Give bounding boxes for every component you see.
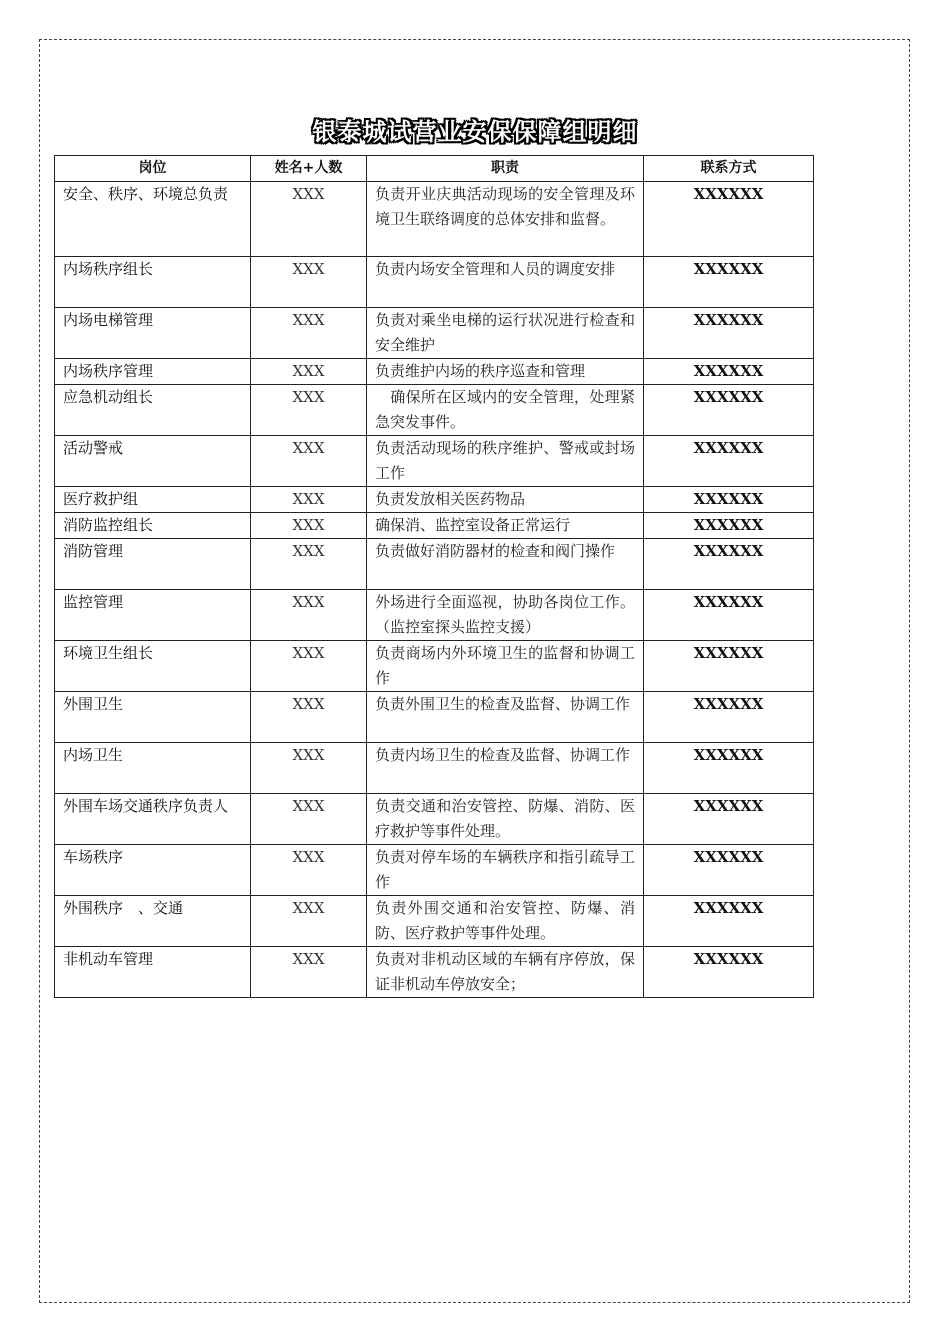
name-cell: XXX bbox=[251, 794, 367, 845]
table-row bbox=[55, 436, 814, 487]
table-row bbox=[55, 692, 814, 743]
duty-cell: 负责对停车场的车辆秩序和指引疏导工作 bbox=[367, 845, 644, 896]
position-cell: 外围秩序 、交通 bbox=[55, 896, 251, 947]
table-row bbox=[55, 896, 814, 947]
name-cell: XXX bbox=[251, 182, 367, 257]
position-cell: 医疗救护组 bbox=[55, 487, 251, 513]
name-cell: XXX bbox=[251, 359, 367, 385]
name-cell: XXX bbox=[251, 947, 367, 998]
position-cell: 内场电梯管理 bbox=[55, 308, 251, 359]
table-row bbox=[55, 539, 814, 590]
duty-cell: 负责发放相关医药物品 bbox=[367, 487, 644, 513]
duty-cell: 负责开业庆典活动现场的安全管理及环境卫生联络调度的总体安排和监督。 bbox=[367, 182, 644, 257]
duty-cell: 负责做好消防器材的检查和阀门操作 bbox=[367, 539, 644, 590]
table-row bbox=[55, 590, 814, 641]
document-title: 银泰城试营业安保保障组明细 bbox=[312, 118, 638, 146]
table-row bbox=[55, 794, 814, 845]
contact-cell: XXXXXX bbox=[644, 513, 814, 539]
contact-cell: XXXXXX bbox=[644, 794, 814, 845]
contact-cell: XXXXXX bbox=[644, 436, 814, 487]
position-cell: 环境卫生组长 bbox=[55, 641, 251, 692]
header-name-count: 姓名+人数 bbox=[251, 156, 367, 182]
contact-cell: XXXXXX bbox=[644, 641, 814, 692]
duty-cell: 负责内场卫生的检查及监督、协调工作 bbox=[367, 743, 644, 794]
table-row bbox=[55, 487, 814, 513]
table-row bbox=[55, 182, 814, 257]
contact-cell: XXXXXX bbox=[644, 845, 814, 896]
contact-cell: XXXXXX bbox=[644, 539, 814, 590]
table-row bbox=[55, 947, 814, 998]
duty-cell: 外场进行全面巡视，协助各岗位工作。（监控室探头监控支援） bbox=[367, 590, 644, 641]
duty-cell: 确保消、监控室设备正常运行 bbox=[367, 513, 644, 539]
table-row bbox=[55, 385, 814, 436]
contact-cell: XXXXXX bbox=[644, 182, 814, 257]
header-duty: 职责 bbox=[367, 156, 644, 182]
table-row bbox=[55, 513, 814, 539]
duty-cell: 确保所在区域内的安全管理，处理紧急突发事件。 bbox=[367, 385, 644, 436]
table-row bbox=[55, 308, 814, 359]
table-row bbox=[55, 743, 814, 794]
table-row bbox=[55, 257, 814, 308]
duty-cell: 负责内场安全管理和人员的调度安排 bbox=[367, 257, 644, 308]
contact-cell: XXXXXX bbox=[644, 896, 814, 947]
security-detail-table bbox=[54, 155, 814, 998]
position-cell: 外围车场交通秩序负责人 bbox=[55, 794, 251, 845]
position-cell: 内场秩序管理 bbox=[55, 359, 251, 385]
table-row bbox=[55, 359, 814, 385]
duty-cell: 负责对非机动区域的车辆有序停放，保证非机动车停放安全； bbox=[367, 947, 644, 998]
contact-cell: XXXXXX bbox=[644, 590, 814, 641]
position-cell: 内场卫生 bbox=[55, 743, 251, 794]
duty-cell: 负责外围卫生的检查及监督、协调工作 bbox=[367, 692, 644, 743]
header-position: 岗位 bbox=[55, 156, 251, 182]
name-cell: XXX bbox=[251, 539, 367, 590]
contact-cell: XXXXXX bbox=[644, 308, 814, 359]
header-contact: 联系方式 bbox=[644, 156, 814, 182]
name-cell: XXX bbox=[251, 845, 367, 896]
name-cell: XXX bbox=[251, 692, 367, 743]
contact-cell: XXXXXX bbox=[644, 359, 814, 385]
position-cell: 消防监控组长 bbox=[55, 513, 251, 539]
position-cell: 内场秩序组长 bbox=[55, 257, 251, 308]
contact-cell: XXXXXX bbox=[644, 385, 814, 436]
contact-cell: XXXXXX bbox=[644, 947, 814, 998]
name-cell: XXX bbox=[251, 743, 367, 794]
contact-cell: XXXXXX bbox=[644, 743, 814, 794]
position-cell: 车场秩序 bbox=[55, 845, 251, 896]
duty-cell: 负责活动现场的秩序维护、警戒或封场工作 bbox=[367, 436, 644, 487]
name-cell: XXX bbox=[251, 385, 367, 436]
position-cell: 安全、秩序、环境总负责 bbox=[55, 182, 251, 257]
name-cell: XXX bbox=[251, 896, 367, 947]
name-cell: XXX bbox=[251, 641, 367, 692]
table-header-row bbox=[55, 156, 814, 182]
table-row bbox=[55, 845, 814, 896]
position-cell: 活动警戒 bbox=[55, 436, 251, 487]
position-cell: 应急机动组长 bbox=[55, 385, 251, 436]
position-cell: 监控管理 bbox=[55, 590, 251, 641]
duty-cell: 负责对乘坐电梯的运行状况进行检查和安全维护 bbox=[367, 308, 644, 359]
name-cell: XXX bbox=[251, 436, 367, 487]
position-cell: 外围卫生 bbox=[55, 692, 251, 743]
name-cell: XXX bbox=[251, 257, 367, 308]
name-cell: XXX bbox=[251, 308, 367, 359]
name-cell: XXX bbox=[251, 513, 367, 539]
name-cell: XXX bbox=[251, 590, 367, 641]
contact-cell: XXXXXX bbox=[644, 692, 814, 743]
duty-cell: 负责外围交通和治安管控、防爆、消防、医疗救护等事件处理。 bbox=[367, 896, 644, 947]
table-row bbox=[55, 641, 814, 692]
name-cell: XXX bbox=[251, 487, 367, 513]
position-cell: 非机动车管理 bbox=[55, 947, 251, 998]
contact-cell: XXXXXX bbox=[644, 257, 814, 308]
duty-cell: 负责商场内外环境卫生的监督和协调工作 bbox=[367, 641, 644, 692]
contact-cell: XXXXXX bbox=[644, 487, 814, 513]
duty-cell: 负责维护内场的秩序巡查和管理 bbox=[367, 359, 644, 385]
duty-cell: 负责交通和治安管控、防爆、消防、医疗救护等事件处理。 bbox=[367, 794, 644, 845]
position-cell: 消防管理 bbox=[55, 539, 251, 590]
